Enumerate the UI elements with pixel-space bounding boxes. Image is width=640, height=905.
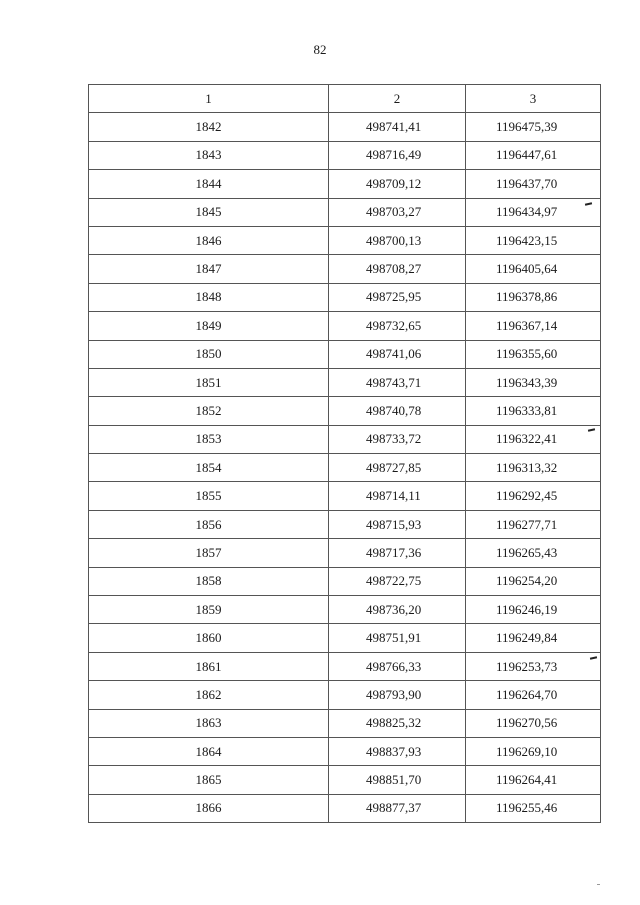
y-coordinate-cell: 1196269,10 bbox=[466, 737, 601, 765]
point-number-cell: 1847 bbox=[89, 255, 329, 283]
table-row bbox=[89, 766, 601, 794]
table-row bbox=[89, 482, 601, 510]
table-row bbox=[89, 624, 601, 652]
y-coordinate-cell: 1196277,71 bbox=[466, 510, 601, 538]
x-coordinate-cell: 498732,65 bbox=[329, 312, 466, 340]
table-row bbox=[89, 454, 601, 482]
y-coordinate-cell: 1196264,70 bbox=[466, 681, 601, 709]
y-coordinate-cell: 1196475,39 bbox=[466, 113, 601, 141]
table-row bbox=[89, 368, 601, 396]
point-number-cell: 1846 bbox=[89, 226, 329, 254]
x-coordinate-cell: 498708,27 bbox=[329, 255, 466, 283]
point-number-cell: 1863 bbox=[89, 709, 329, 737]
point-number-cell: 1844 bbox=[89, 170, 329, 198]
point-number-cell: 1843 bbox=[89, 141, 329, 169]
x-coordinate-cell: 498725,95 bbox=[329, 283, 466, 311]
y-coordinate-cell: 1196378,86 bbox=[466, 283, 601, 311]
table-row bbox=[89, 226, 601, 254]
y-coordinate-cell: 1196264,41 bbox=[466, 766, 601, 794]
table-row bbox=[89, 283, 601, 311]
table-row bbox=[89, 681, 601, 709]
point-number-cell: 1850 bbox=[89, 340, 329, 368]
x-coordinate-cell: 498741,41 bbox=[329, 113, 466, 141]
point-number-cell: 1849 bbox=[89, 312, 329, 340]
y-coordinate-cell: 1196253,73 bbox=[466, 652, 601, 680]
coordinates-table bbox=[88, 84, 601, 823]
x-coordinate-cell: 498743,71 bbox=[329, 368, 466, 396]
page-number: 82 bbox=[313, 42, 327, 57]
x-coordinate-cell: 498715,93 bbox=[329, 510, 466, 538]
x-coordinate-cell: 498709,12 bbox=[329, 170, 466, 198]
x-coordinate-cell: 498714,11 bbox=[329, 482, 466, 510]
y-coordinate-cell: 1196292,45 bbox=[466, 482, 601, 510]
y-coordinate-cell: 1196423,15 bbox=[466, 226, 601, 254]
point-number-cell: 1864 bbox=[89, 737, 329, 765]
y-coordinate-cell: 1196254,20 bbox=[466, 567, 601, 595]
table-row bbox=[89, 312, 601, 340]
point-number-cell: 1862 bbox=[89, 681, 329, 709]
x-coordinate-cell: 498733,72 bbox=[329, 425, 466, 453]
scan-speck bbox=[597, 884, 600, 885]
point-number-cell: 1842 bbox=[89, 113, 329, 141]
table-row bbox=[89, 539, 601, 567]
point-number-cell: 1845 bbox=[89, 198, 329, 226]
table-header bbox=[89, 85, 601, 113]
x-coordinate-cell: 498727,85 bbox=[329, 454, 466, 482]
point-number-cell: 1865 bbox=[89, 766, 329, 794]
point-number-cell: 1866 bbox=[89, 794, 329, 822]
y-coordinate-cell: 1196343,39 bbox=[466, 368, 601, 396]
y-coordinate-cell: 1196367,14 bbox=[466, 312, 601, 340]
x-coordinate-cell: 498766,33 bbox=[329, 652, 466, 680]
x-coordinate-cell: 498851,70 bbox=[329, 766, 466, 794]
x-coordinate-cell: 498722,75 bbox=[329, 567, 466, 595]
point-number-cell: 1856 bbox=[89, 510, 329, 538]
table-row bbox=[89, 652, 601, 680]
table-body bbox=[89, 113, 601, 823]
point-number-cell: 1859 bbox=[89, 596, 329, 624]
y-coordinate-cell: 1196447,61 bbox=[466, 141, 601, 169]
x-coordinate-cell: 498825,32 bbox=[329, 709, 466, 737]
point-number-cell: 1858 bbox=[89, 567, 329, 595]
point-number-cell: 1854 bbox=[89, 454, 329, 482]
y-coordinate-cell: 1196249,84 bbox=[466, 624, 601, 652]
table-row bbox=[89, 170, 601, 198]
x-coordinate-cell: 498751,91 bbox=[329, 624, 466, 652]
x-coordinate-cell: 498716,49 bbox=[329, 141, 466, 169]
x-coordinate-cell: 498837,93 bbox=[329, 737, 466, 765]
x-coordinate-cell: 498877,37 bbox=[329, 794, 466, 822]
point-number-cell: 1857 bbox=[89, 539, 329, 567]
x-coordinate-cell: 498703,27 bbox=[329, 198, 466, 226]
y-coordinate-cell: 1196313,32 bbox=[466, 454, 601, 482]
table-row bbox=[89, 340, 601, 368]
point-number-cell: 1860 bbox=[89, 624, 329, 652]
table-row bbox=[89, 794, 601, 822]
point-number-cell: 1851 bbox=[89, 368, 329, 396]
x-coordinate-cell: 498700,13 bbox=[329, 226, 466, 254]
y-coordinate-cell: 1196246,19 bbox=[466, 596, 601, 624]
table-row bbox=[89, 141, 601, 169]
header-row bbox=[89, 85, 601, 113]
header-cell-3: 3 bbox=[466, 85, 601, 113]
point-number-cell: 1855 bbox=[89, 482, 329, 510]
y-coordinate-cell: 1196405,64 bbox=[466, 255, 601, 283]
x-coordinate-cell: 498793,90 bbox=[329, 681, 466, 709]
y-coordinate-cell: 1196270,56 bbox=[466, 709, 601, 737]
table-row bbox=[89, 198, 601, 226]
y-coordinate-cell: 1196322,41 bbox=[466, 425, 601, 453]
table-row bbox=[89, 113, 601, 141]
point-number-cell: 1852 bbox=[89, 397, 329, 425]
table-row bbox=[89, 596, 601, 624]
table-row bbox=[89, 397, 601, 425]
table-row bbox=[89, 510, 601, 538]
x-coordinate-cell: 498740,78 bbox=[329, 397, 466, 425]
table-row bbox=[89, 737, 601, 765]
y-coordinate-cell: 1196333,81 bbox=[466, 397, 601, 425]
point-number-cell: 1853 bbox=[89, 425, 329, 453]
table-row bbox=[89, 425, 601, 453]
header-cell-1: 1 bbox=[89, 85, 329, 113]
x-coordinate-cell: 498741,06 bbox=[329, 340, 466, 368]
point-number-cell: 1861 bbox=[89, 652, 329, 680]
point-number-cell: 1848 bbox=[89, 283, 329, 311]
header-cell-2: 2 bbox=[329, 85, 466, 113]
table-row bbox=[89, 709, 601, 737]
y-coordinate-cell: 1196355,60 bbox=[466, 340, 601, 368]
x-coordinate-cell: 498736,20 bbox=[329, 596, 466, 624]
table-row bbox=[89, 255, 601, 283]
y-coordinate-cell: 1196255,46 bbox=[466, 794, 601, 822]
table-row bbox=[89, 567, 601, 595]
y-coordinate-cell: 1196437,70 bbox=[466, 170, 601, 198]
y-coordinate-cell: 1196434,97 bbox=[466, 198, 601, 226]
x-coordinate-cell: 498717,36 bbox=[329, 539, 466, 567]
y-coordinate-cell: 1196265,43 bbox=[466, 539, 601, 567]
